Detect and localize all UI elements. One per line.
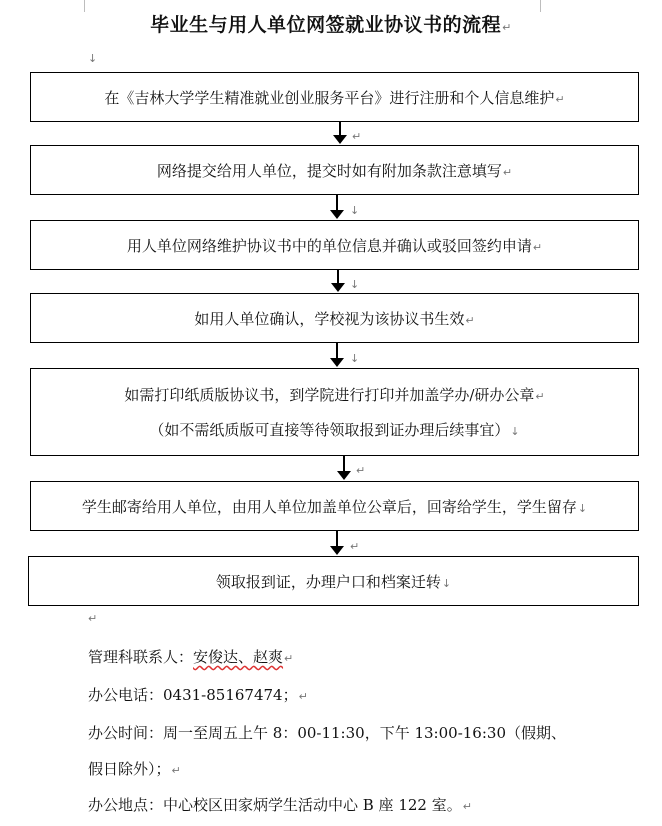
paragraph-mark: ↵: [350, 540, 360, 553]
flow-step-6: [30, 481, 639, 531]
flow-step-note: （如不需纸质版可直接等待领取报到证办理后续事宜）↓: [149, 421, 520, 439]
paragraph-mark: ↓: [350, 204, 360, 217]
contact-hours-cont: 假日除外）；↵: [88, 760, 181, 778]
page-title: 毕业生与用人单位网签就业协议书的流程↵: [150, 14, 512, 36]
paragraph-mark: ↓: [350, 278, 360, 291]
flow-arrow: [330, 343, 344, 367]
flow-step-text: 网络提交给用人单位，提交时如有附加条款注意填写↵: [156, 161, 513, 180]
flow-arrow: [337, 456, 351, 480]
flow-step-text: 领取报到证，办理户口和档案迁转↓: [215, 572, 452, 591]
flow-step-4: [30, 293, 639, 343]
contact-manager: 管理科联系人：安俊达、赵爽↵: [88, 648, 294, 666]
flow-step-2: [30, 145, 639, 195]
flow-step-3: [30, 220, 639, 270]
flow-step-text: 如用人单位确认，学校视为该协议书生效↵: [194, 309, 475, 328]
flow-arrow: [330, 531, 344, 555]
flow-step-7: [28, 556, 639, 606]
paragraph-mark: ↵: [352, 130, 362, 143]
flow-step-text: 学生邮寄给用人单位，由用人单位加盖单位公章后，回寄给学生，学生留存↓: [81, 497, 588, 516]
flow-arrow: [333, 122, 347, 144]
contact-hours: 办公时间：周一至周五上午 8：00-11:30，下午 13:00-16:30（假期、: [88, 724, 566, 742]
flow-step-text: 在《吉林大学学生精准就业创业服务平台》进行注册和个人信息维护↵: [104, 88, 565, 107]
paragraph-mark: ↓: [350, 352, 360, 365]
paragraph-mark: ↵: [356, 464, 366, 477]
flow-arrow: [330, 195, 344, 219]
contact-location: 办公地点：中心校区田家炳学生活动中心 B 座 122 室。↵: [88, 796, 472, 814]
flow-step-5: [30, 368, 639, 456]
paragraph-mark: ↵: [88, 612, 98, 625]
flow-arrow: [331, 270, 345, 292]
empty-paragraph-mark: ↓: [88, 52, 98, 65]
flow-step-1: [30, 72, 639, 122]
contact-phone: 办公电话：0431-85167474；↵: [88, 686, 308, 704]
flow-step-text: 如需打印纸质版协议书，到学院进行打印并加盖学办/研办公章↵: [124, 386, 545, 404]
flow-step-text: 用人单位网络维护协议书中的单位信息并确认或驳回签约申请↵: [126, 236, 543, 255]
